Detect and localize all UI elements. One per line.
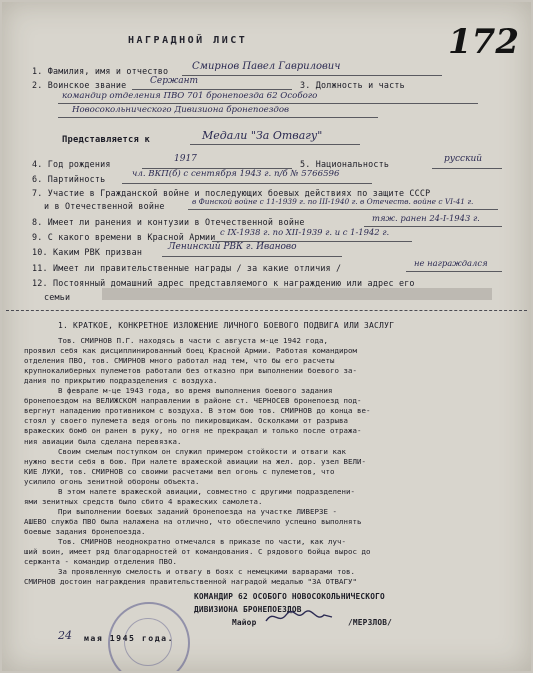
- field-7-label-line-2: и в Отечественной войне: [44, 201, 165, 211]
- field-12-label-line-2: семьи: [44, 292, 71, 302]
- body-line: усилило огонь зенитной обороны объекта.: [24, 476, 200, 486]
- body-line: В этом налете вражеской авиации, совместно с другими подразделени-: [58, 486, 355, 496]
- field-6-value: чл. ВКП(б) с сентября 1943 г. п/б № 5766596: [132, 169, 340, 179]
- date-rest: мая 1945 года.: [84, 633, 175, 643]
- body-line: бронепоездом на ВЕЛИЖСКОМ направлении в районе ст. ЧЕРНОСЕВ бронепоезд под-: [24, 396, 362, 406]
- body-line: вергнут нападению противником с воздуха. В этом бою тов. СМИРНОВ до конца ве-: [24, 406, 371, 416]
- body-line: ший воин, имеет ряд благодарностей от командования. С рядового бойца вырос до: [24, 547, 371, 557]
- body-line: При выполнении боевых заданий бронепоезда на участке ЛИВЕРЗЕ -: [58, 506, 337, 516]
- field-6-label: 6. Партийность: [32, 174, 106, 184]
- field-4-value: 1917: [174, 154, 197, 164]
- field-4-label: 4. Год рождения: [32, 159, 111, 169]
- body-line: Тов. СМИРНОВ П.Г. находясь в части с августа м-це 1942 года,: [58, 336, 328, 345]
- body-line: Тов. СМИРНОВ неоднократно отмечался в приказе по части, как луч-: [58, 537, 346, 546]
- body-line: стоял у своего пулемета ведя огонь по пикировщикам. Осколками от разрыва: [24, 416, 348, 426]
- field-1-underline: [182, 75, 442, 76]
- field-3-underline-1: [58, 103, 478, 104]
- field-5-value: русский: [444, 154, 483, 164]
- field-7-value: в Финской войне с 11-1939 г. по III-1940 г. в Отечеств. войне с VI-41 г.: [192, 197, 474, 206]
- field-7-label-line-1: 7. Участие в Гражданской войне и последующих боевых действиях по защите СССР: [32, 188, 431, 198]
- body-line: ями зенитных средств было сбито 4 вражеских самолета.: [24, 496, 263, 506]
- field-8-value: тяж. ранен 24-I-1943 г.: [372, 213, 480, 223]
- field-9-value: с IX-1938 г. по XII-1939 г. и с 1-1942 г.: [220, 227, 390, 237]
- award-sheet: [2, 2, 531, 671]
- body-line: проявил себя как дисциплинированный боец Красной Армии. Работая командиром: [24, 346, 357, 356]
- body-line: АШЕВО служба ПВО была налажена на отлично, что обеспечило успешно выполнять: [24, 516, 362, 526]
- field-2-underline: [132, 89, 292, 90]
- field-10-underline: [162, 256, 342, 257]
- body-heading: 1. КРАТКОЕ, КОНКРЕТНОЕ ИЗЛОЖЕНИЕ ЛИЧНОГО БОЕВОГО ПОДВИГА ИЛИ ЗАСЛУГ: [58, 321, 395, 330]
- section-divider: [6, 310, 527, 311]
- signature-rank: Майор: [232, 618, 257, 627]
- field-6-underline: [122, 183, 372, 184]
- field-11-value: не награждался: [414, 258, 488, 268]
- body-line: отделения ПВО, тов. СМИРНОВ много работал над тем, что бы его расчеты: [24, 356, 335, 366]
- address-redaction: [102, 288, 492, 300]
- body-line: Своим смелым поступком он служил примером стойкости и отваги как: [58, 446, 346, 456]
- present-underline: [190, 144, 360, 145]
- field-7-underline: [188, 209, 498, 210]
- signature-scribble: [264, 607, 334, 627]
- field-1-label: 1. Фамилия, имя и отчество: [32, 66, 169, 76]
- body-line: сержанта - командир отделения ПВО.: [24, 557, 177, 567]
- body-line: дания по прикрытию подразделения с воздуха.: [24, 376, 218, 386]
- body-line: нужно вести себя в бою. При налете вражеской авиации на жел. дор. узел ВЕЛИ-: [24, 456, 366, 466]
- field-11-underline: [406, 271, 502, 272]
- field-5-label: 5. Национальность: [300, 159, 390, 169]
- present-value: Медали "За Отвагу": [202, 129, 323, 142]
- document-title: НАГРАДНОЙ ЛИСТ: [128, 35, 248, 46]
- body-line: вражеских бомб он ранен в руку, но огня не прекращал и только после отража-: [24, 426, 362, 436]
- body-line: СМИРНОВ достоин награждения правительственной наградой медалью "ЗА ОТВАГУ": [24, 577, 357, 587]
- field-3-value-line-2: Новосокольнического Дивизиона бронепоездов: [72, 105, 290, 115]
- signature-line-1: КОМАНДИР 62 ОСОБОГО НОВОСОКОЛЬНИЧЕСКОГО: [194, 592, 385, 601]
- signature-line-2: ДИВИЗИОНА БРОНЕПОЕЗДОВ: [194, 605, 302, 614]
- body-line: крупнокалиберных пулеметов работали без отказно при выполнении боевого за-: [24, 366, 357, 376]
- field-8-label: 8. Имеет ли ранения и контузии в Отечественной войне: [32, 217, 305, 227]
- signature-name: /МЕРЗЛОВ/: [348, 618, 393, 627]
- field-12-label-line-1: 12. Постоянный домашний адрес представляемого к награждению или адрес его: [32, 278, 415, 288]
- field-3-underline-2: [58, 117, 378, 118]
- date-day: 24: [58, 629, 72, 642]
- field-2-value: Сержант: [150, 76, 199, 86]
- body-line: ния авиации была сделана перевязка.: [24, 436, 182, 446]
- field-11-label: 11. Имеет ли правительственные награды / за какие отличия /: [32, 263, 342, 273]
- field-3-value-line-1: командир отделения ПВО 701 бронепоезда 62 Особого: [62, 91, 318, 101]
- field-3-label: 3. Должность и часть: [300, 80, 405, 90]
- field-10-label: 10. Каким РВК призван: [32, 247, 143, 257]
- field-2-label: 2. Воинское звание: [32, 80, 127, 90]
- body-line: КИЕ ЛУКИ, тов. СМИРНОВ со своими расчетами вел огонь с пулеметов, что: [24, 466, 335, 476]
- body-line: В феврале м-це 1943 года, во время выполнения боевого задания: [58, 386, 333, 396]
- body-line: боевые задания бронепоезда.: [24, 526, 146, 536]
- field-10-value: Ленинский РВК г. Иваново: [168, 242, 297, 252]
- field-5-underline: [432, 168, 502, 169]
- field-9-label: 9. С какого времени в Красной Армии: [32, 232, 216, 242]
- present-label: Представляется к: [62, 135, 150, 145]
- sheet-number: 172: [448, 22, 519, 62]
- body-line: За проявленную смелость и отвагу в боях с немецкими варварами тов.: [58, 567, 355, 577]
- field-1-value: Смирнов Павел Гаврилович: [192, 61, 341, 72]
